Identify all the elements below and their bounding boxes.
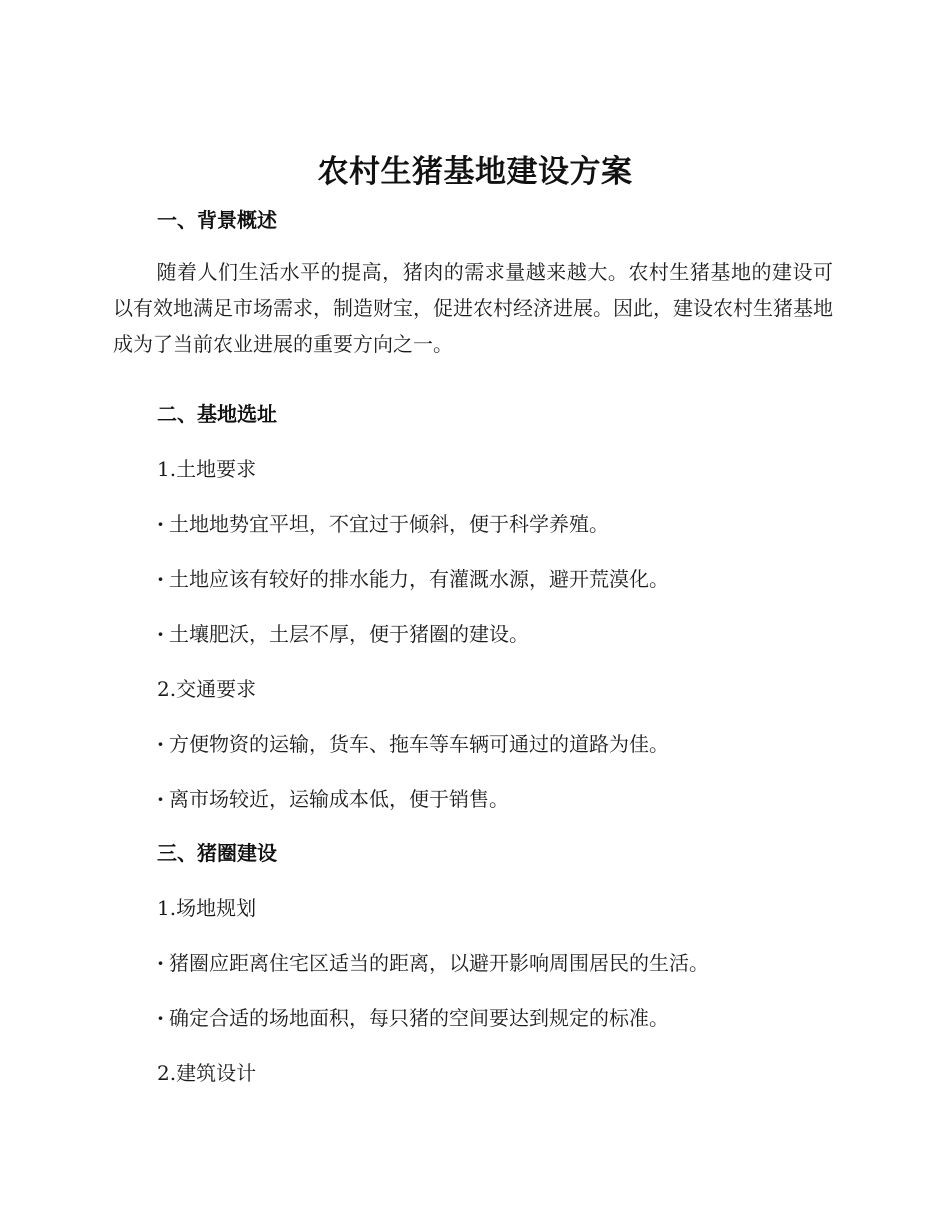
list-item	[157, 784, 509, 814]
bullet-icon: ·	[157, 787, 164, 811]
bullet-icon: ·	[157, 951, 164, 975]
bullet-icon: ·	[157, 732, 164, 756]
list-item	[157, 948, 709, 978]
list-item	[157, 1003, 669, 1033]
document-title: 农村生猪基地建设方案	[317, 154, 633, 190]
bullet-icon: ·	[157, 1006, 164, 1030]
list-item	[157, 619, 529, 649]
list-item-text: 土地应该有较好的排水能力，有灌溉水源，避开荒漠化。	[169, 567, 669, 591]
list-item	[157, 564, 669, 594]
list-item	[157, 729, 669, 759]
subsection-title-site-planning: 1.场地规划	[157, 896, 257, 920]
list-item-text: 离市场较近，运输成本低，便于销售。	[169, 787, 509, 811]
list-item-text: 土地地势宜平坦，不宜过于倾斜，便于科学养殖。	[169, 512, 609, 536]
background-paragraph	[113, 254, 833, 362]
list-item-text: 确定合适的场地面积，每只猪的空间要达到规定的标准。	[169, 1006, 669, 1030]
subsection-title-land: 1.土地要求	[157, 457, 257, 481]
list-item-text: 土壤肥沃，土层不厚，便于猪圈的建设。	[169, 622, 529, 646]
section-heading-pigsty-construction: 三、猪圈建设	[157, 841, 277, 865]
bullet-icon: ·	[157, 622, 164, 646]
list-item	[157, 509, 609, 539]
subsection-title-traffic: 2.交通要求	[157, 677, 257, 701]
section-heading-site-selection: 二、基地选址	[157, 402, 277, 426]
section-heading-background: 一、背景概述	[157, 208, 277, 232]
bullet-icon: ·	[157, 567, 164, 591]
subsection-title-building-design: 2.建筑设计	[157, 1061, 257, 1085]
bullet-icon: ·	[157, 512, 164, 536]
background-paragraph-text: 随着人们生活水平的提高，猪肉的需求量越来越大。农村生猪基地的建设可以有效地满足市场需求，制造财宝，促进农村经济进展。因此，建设农村生猪基地成为了当前农业进展的重要方向之一。	[113, 260, 833, 356]
list-item-text: 猪圈应距离住宅区适当的距离，以避开影响周围居民的生活。	[169, 951, 709, 975]
list-item-text: 方便物资的运输，货车、拖车等车辆可通过的道路为佳。	[169, 732, 669, 756]
